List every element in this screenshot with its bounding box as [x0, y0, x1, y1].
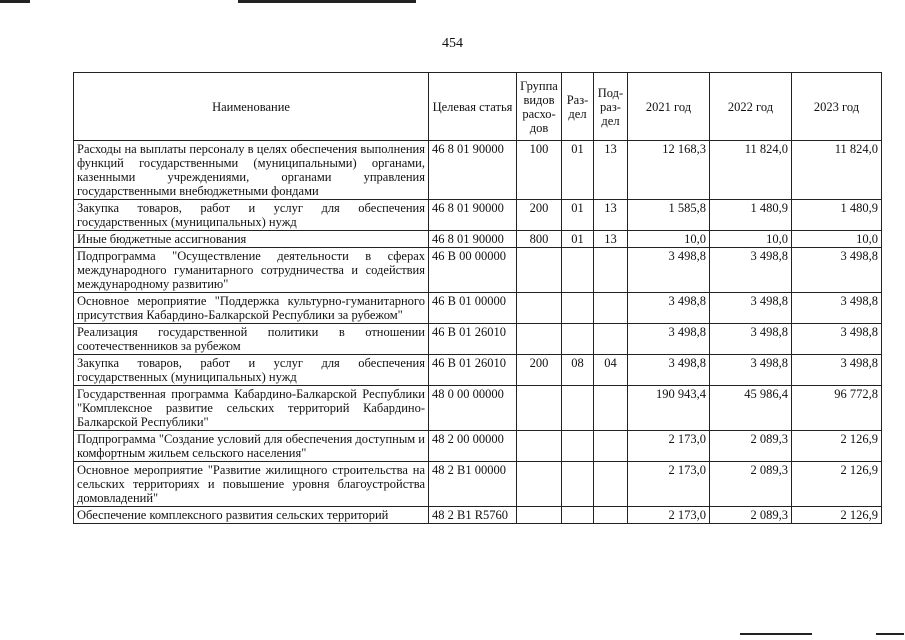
- row-group: [517, 507, 562, 524]
- row-name: Подпрограмма "Создание условий для обеспечения доступным и комфортным жильем сельского населения": [74, 431, 429, 462]
- row-section: [562, 324, 594, 355]
- row-section: 01: [562, 141, 594, 200]
- header-2023: 2023 год: [792, 73, 882, 141]
- row-name: Реализация государственной политики в отношении соотечественников за рубежом: [74, 324, 429, 355]
- table-row: [74, 248, 882, 293]
- row-group: 200: [517, 200, 562, 231]
- row-name: Обеспечение комплексного развития сельских территорий: [74, 507, 429, 524]
- row-subsection: [594, 324, 628, 355]
- row-2021: 2 173,0: [628, 507, 710, 524]
- row-name: Основное мероприятие "Развитие жилищного строительства на сельских территориях и повышение уровня благоустройства домовладений": [74, 462, 429, 507]
- row-2023: 2 126,9: [792, 431, 882, 462]
- row-subsection: [594, 248, 628, 293]
- top-rule-center: [238, 0, 416, 3]
- row-section: [562, 462, 594, 507]
- row-name: Иные бюджетные ассигнования: [74, 231, 429, 248]
- row-2021: 3 498,8: [628, 293, 710, 324]
- row-2022: 11 824,0: [710, 141, 792, 200]
- row-2021: 10,0: [628, 231, 710, 248]
- row-group: 200: [517, 355, 562, 386]
- row-2022: 3 498,8: [710, 293, 792, 324]
- row-target: 48 2 B1 R5760: [429, 507, 517, 524]
- row-target: 46 8 01 90000: [429, 141, 517, 200]
- row-subsection: [594, 293, 628, 324]
- row-2022: 3 498,8: [710, 248, 792, 293]
- budget-table: [73, 72, 882, 524]
- row-2022: 2 089,3: [710, 431, 792, 462]
- row-subsection: 13: [594, 200, 628, 231]
- row-2021: 12 168,3: [628, 141, 710, 200]
- row-section: [562, 248, 594, 293]
- row-subsection: 13: [594, 231, 628, 248]
- row-2023: 2 126,9: [792, 507, 882, 524]
- row-2023: 10,0: [792, 231, 882, 248]
- row-target: 48 2 B1 00000: [429, 462, 517, 507]
- table-row: [74, 431, 882, 462]
- header-group: Группа видов расхо- дов: [517, 73, 562, 141]
- row-2023: 96 772,8: [792, 386, 882, 431]
- table-row: [74, 231, 882, 248]
- row-subsection: [594, 431, 628, 462]
- row-2023: 2 126,9: [792, 462, 882, 507]
- row-section: 01: [562, 231, 594, 248]
- row-subsection: 13: [594, 141, 628, 200]
- row-section: 08: [562, 355, 594, 386]
- row-target: 48 0 00 00000: [429, 386, 517, 431]
- row-target: 46 8 01 90000: [429, 200, 517, 231]
- table-row: [74, 507, 882, 524]
- row-section: [562, 386, 594, 431]
- row-section: [562, 431, 594, 462]
- row-section: 01: [562, 200, 594, 231]
- row-group: [517, 386, 562, 431]
- row-2022: 1 480,9: [710, 200, 792, 231]
- table-row: [74, 355, 882, 386]
- row-2023: 3 498,8: [792, 355, 882, 386]
- row-target: 46 В 00 00000: [429, 248, 517, 293]
- row-group: 100: [517, 141, 562, 200]
- row-group: 800: [517, 231, 562, 248]
- bottom-rule-right-1: [740, 633, 812, 635]
- row-2021: 2 173,0: [628, 431, 710, 462]
- row-name: Расходы на выплаты персоналу в целях обеспечения выполнения функций государственными (муниципальными) органами, казенными учреждениями, органами управления государственными внебюджетными фондами: [74, 141, 429, 200]
- header-row: [74, 73, 882, 141]
- row-name: Основное мероприятие "Поддержка культурно-гуманитарного присутствия Кабардино-Балкарской Республики за рубежом": [74, 293, 429, 324]
- table-row: [74, 386, 882, 431]
- top-rule-left: [0, 0, 30, 3]
- row-2021: 1 585,8: [628, 200, 710, 231]
- row-group: [517, 324, 562, 355]
- row-name: Государственная программа Кабардино-Балкарской Республики "Комплексное развитие сельских территорий Кабардино-Балкарской Республики": [74, 386, 429, 431]
- header-section: Раз- дел: [562, 73, 594, 141]
- row-2022: 10,0: [710, 231, 792, 248]
- row-subsection: [594, 462, 628, 507]
- row-2022: 45 986,4: [710, 386, 792, 431]
- table-row: [74, 462, 882, 507]
- header-2021: 2021 год: [628, 73, 710, 141]
- table-row: [74, 200, 882, 231]
- page-number: 454: [442, 36, 463, 51]
- row-2021: 3 498,8: [628, 248, 710, 293]
- table-row: [74, 141, 882, 200]
- row-group: [517, 293, 562, 324]
- row-2022: 2 089,3: [710, 507, 792, 524]
- row-target: 46 В 01 26010: [429, 324, 517, 355]
- row-target: 46 В 01 26010: [429, 355, 517, 386]
- row-2023: 3 498,8: [792, 324, 882, 355]
- table-row: [74, 324, 882, 355]
- row-2023: 11 824,0: [792, 141, 882, 200]
- header-subsection: Под- раз- дел: [594, 73, 628, 141]
- row-subsection: [594, 386, 628, 431]
- row-group: [517, 462, 562, 507]
- row-2023: 3 498,8: [792, 248, 882, 293]
- row-group: [517, 248, 562, 293]
- row-name: Закупка товаров, работ и услуг для обеспечения государственных (муниципальных) нужд: [74, 355, 429, 386]
- row-2022: 2 089,3: [710, 462, 792, 507]
- row-2021: 190 943,4: [628, 386, 710, 431]
- row-2022: 3 498,8: [710, 355, 792, 386]
- row-name: Подпрограмма "Осуществление деятельности в сферах международного гуманитарного сотрудничества и содействия международному развитию": [74, 248, 429, 293]
- row-section: [562, 507, 594, 524]
- row-group: [517, 431, 562, 462]
- row-2022: 3 498,8: [710, 324, 792, 355]
- row-name: Закупка товаров, работ и услуг для обеспечения государственных (муниципальных) нужд: [74, 200, 429, 231]
- row-target: 48 2 00 00000: [429, 431, 517, 462]
- row-section: [562, 293, 594, 324]
- row-target: 46 8 01 90000: [429, 231, 517, 248]
- row-2021: 2 173,0: [628, 462, 710, 507]
- row-target: 46 В 01 00000: [429, 293, 517, 324]
- row-2021: 3 498,8: [628, 355, 710, 386]
- header-target: Целевая статья: [429, 73, 517, 141]
- header-name: Наименование: [74, 73, 429, 141]
- header-2022: 2022 год: [710, 73, 792, 141]
- row-2023: 3 498,8: [792, 293, 882, 324]
- row-subsection: 04: [594, 355, 628, 386]
- row-2021: 3 498,8: [628, 324, 710, 355]
- bottom-rule-right-2: [876, 633, 904, 635]
- row-subsection: [594, 507, 628, 524]
- row-2023: 1 480,9: [792, 200, 882, 231]
- table-row: [74, 293, 882, 324]
